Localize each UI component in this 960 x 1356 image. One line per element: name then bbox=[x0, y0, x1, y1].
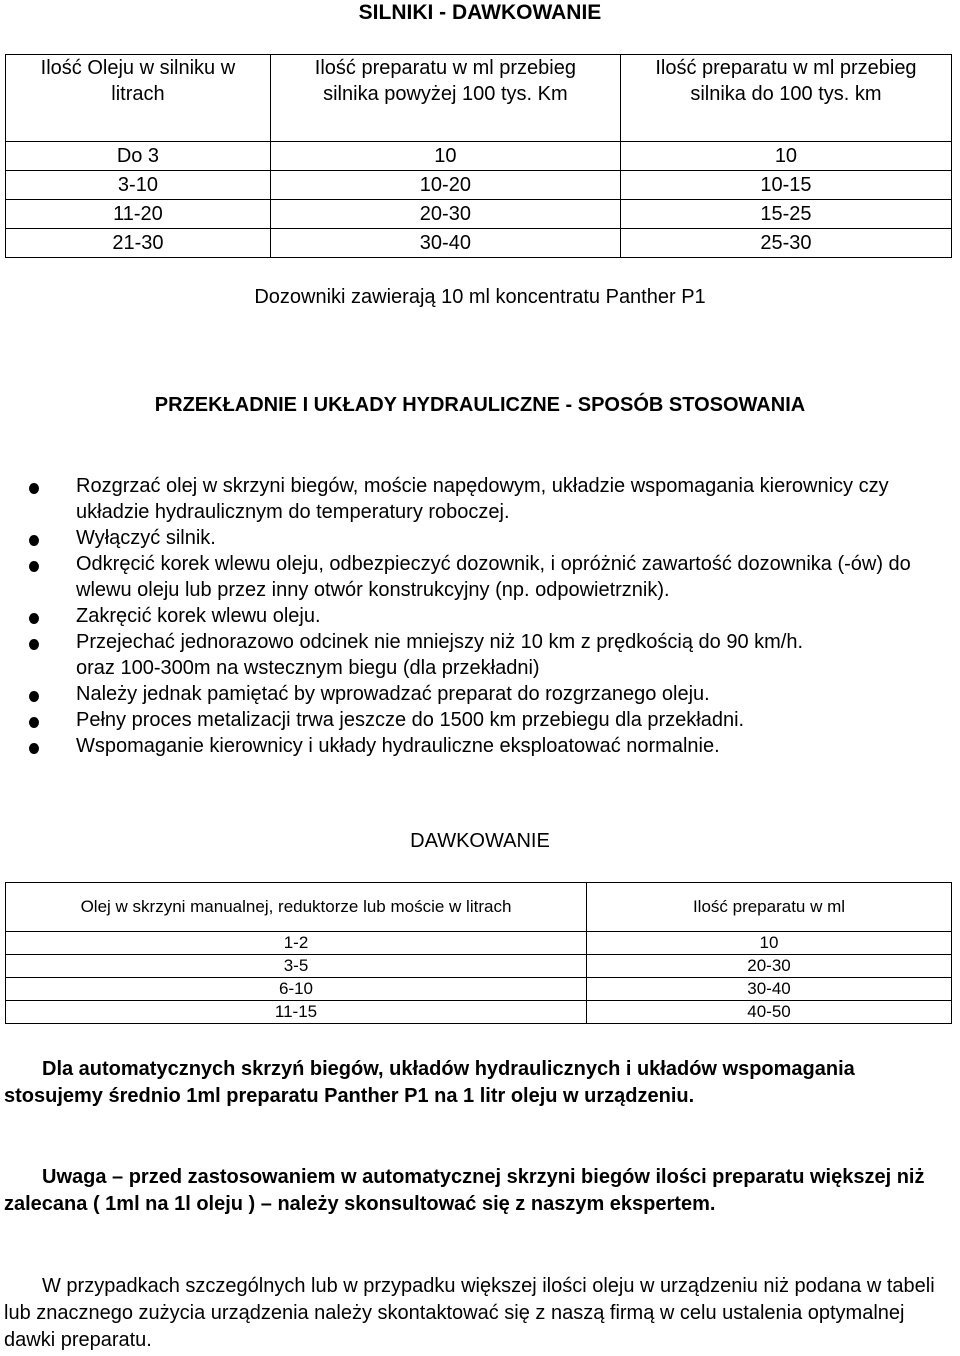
table-cell: 25-30 bbox=[620, 229, 951, 258]
list-item-text: Rozgrzać olej w skrzyni biegów, moście napędowym, układzie wspomagania kierownicy czy układzie hydraulicznym do temperatury roboczej. bbox=[76, 475, 889, 523]
table-cell: 11-20 bbox=[6, 200, 271, 229]
dispenser-note: Dozowniki zawierają 10 ml koncentratu Panther P1 bbox=[254, 286, 706, 308]
table-cell: 40-50 bbox=[587, 1001, 952, 1024]
list-item-text: Należy jednak pamiętać by wprowadzać preparat do rozgrzanego oleju. bbox=[76, 683, 710, 705]
table-row bbox=[6, 200, 952, 229]
table-cell: 30-40 bbox=[587, 978, 952, 1001]
list-item bbox=[0, 707, 960, 733]
gearboxes-title: PRZEKŁADNIE I UKŁADY HYDRAULICZNE - SPOSÓB STOSOWANIA bbox=[154, 394, 806, 416]
table-cell: 10-15 bbox=[620, 171, 951, 200]
table-header-row bbox=[6, 55, 952, 142]
table-cell: 6-10 bbox=[6, 978, 587, 1001]
table-header-row bbox=[6, 883, 952, 932]
bullet-icon bbox=[29, 743, 39, 754]
table-cell: 3-10 bbox=[6, 171, 271, 200]
engines-title: SILNIKI - DAWKOWANIE bbox=[358, 1, 602, 24]
table-cell: 11-15 bbox=[6, 1001, 587, 1024]
list-item bbox=[0, 655, 960, 681]
list-item-text: Zakręcić korek wlewu oleju. bbox=[76, 605, 321, 627]
list-item bbox=[0, 629, 960, 655]
list-item bbox=[0, 551, 960, 603]
column-header-over-100k: Ilość preparatu w ml przebieg silnika powyżej 100 tys. Km bbox=[270, 55, 620, 142]
list-item bbox=[0, 525, 960, 551]
column-header-oil: Ilość Oleju w silniku w litrach bbox=[6, 55, 271, 142]
table-row bbox=[6, 171, 952, 200]
list-item-text: Wyłączyć silnik. bbox=[76, 527, 216, 549]
list-item-text: Pełny proces metalizacji trwa jeszcze do 1500 km przebiegu dla przekładni. bbox=[76, 709, 745, 731]
table-cell: 1-2 bbox=[6, 932, 587, 955]
table-row bbox=[6, 932, 952, 955]
table-row bbox=[6, 229, 952, 258]
list-item-text: Odkręcić korek wlewu oleju, odbezpieczyć dozownik, i opróżnić zawartość dozownika (-ów) do wlewu oleju lub przez inny otwór konstrukcyjny (np. odpowietrznik). bbox=[76, 553, 911, 601]
table-cell: 20-30 bbox=[270, 200, 620, 229]
list-item-text: Przejechać jednorazowo odcinek nie mniejszy niż 10 km z prędkością do 90 km/h. bbox=[76, 631, 804, 653]
table-row bbox=[6, 1001, 952, 1024]
table-cell: 10 bbox=[270, 142, 620, 171]
table-cell: 15-25 bbox=[620, 200, 951, 229]
dosage-title: DAWKOWANIE bbox=[410, 830, 550, 852]
paragraph-text: W przypadkach szczególnych lub w przypadku większej ilości oleju w urządzeniu niż podana w tabeli lub znacznego zużycia urządzenia należy skontaktować się z naszą firmą w celu ustalenia optymalnej dawki preparatu. bbox=[4, 1275, 935, 1351]
list-item bbox=[0, 473, 960, 525]
column-header-oil: Olej w skrzyni manualnej, reduktorze lub moście w litrach bbox=[6, 883, 587, 932]
bullet-icon bbox=[29, 691, 39, 702]
table-cell: 10 bbox=[620, 142, 951, 171]
table-cell: Do 3 bbox=[6, 142, 271, 171]
bullet-icon bbox=[29, 639, 39, 650]
gearbox-dosage-table bbox=[5, 882, 952, 1024]
table-row bbox=[6, 955, 952, 978]
instruction-list bbox=[0, 473, 960, 759]
list-item bbox=[0, 733, 960, 759]
column-header-amount: Ilość preparatu w ml bbox=[587, 883, 952, 932]
column-header-under-100k: Ilość preparatu w ml przebieg silnika do 100 tys. km bbox=[620, 55, 951, 142]
table-cell: 20-30 bbox=[587, 955, 952, 978]
paragraph-text: Uwaga – przed zastosowaniem w automatycznej skrzyni biegów ilości preparatu większej niż zalecana ( 1ml na 1l oleju ) – należy skonsultować się z naszym ekspertem. bbox=[4, 1166, 925, 1215]
warning-paragraph bbox=[4, 1164, 954, 1218]
engines-dosage-table bbox=[5, 54, 952, 258]
table-row bbox=[6, 142, 952, 171]
list-item bbox=[0, 681, 960, 707]
list-item bbox=[0, 603, 960, 629]
special-cases-paragraph bbox=[4, 1273, 954, 1354]
bullet-icon bbox=[29, 561, 39, 572]
automatic-gearbox-paragraph bbox=[4, 1056, 954, 1110]
paragraph-text: Dla automatycznych skrzyń biegów, układów hydraulicznych i układów wspomagania stosujemy średnio 1ml preparatu Panther P1 na 1 litr oleju w urządzeniu. bbox=[4, 1058, 855, 1107]
table-cell: 21-30 bbox=[6, 229, 271, 258]
bullet-icon bbox=[29, 483, 39, 494]
table-cell: 10 bbox=[587, 932, 952, 955]
list-item-text: Wspomaganie kierownicy i układy hydrauliczne eksploatować normalnie. bbox=[76, 735, 720, 757]
bullet-icon bbox=[29, 613, 39, 624]
list-item-text: oraz 100-300m na wstecznym biegu (dla przekładni) bbox=[76, 657, 540, 679]
table-cell: 10-20 bbox=[270, 171, 620, 200]
bullet-icon bbox=[29, 535, 39, 546]
table-cell: 30-40 bbox=[270, 229, 620, 258]
table-row bbox=[6, 978, 952, 1001]
table-cell: 3-5 bbox=[6, 955, 587, 978]
bullet-icon bbox=[29, 717, 39, 728]
